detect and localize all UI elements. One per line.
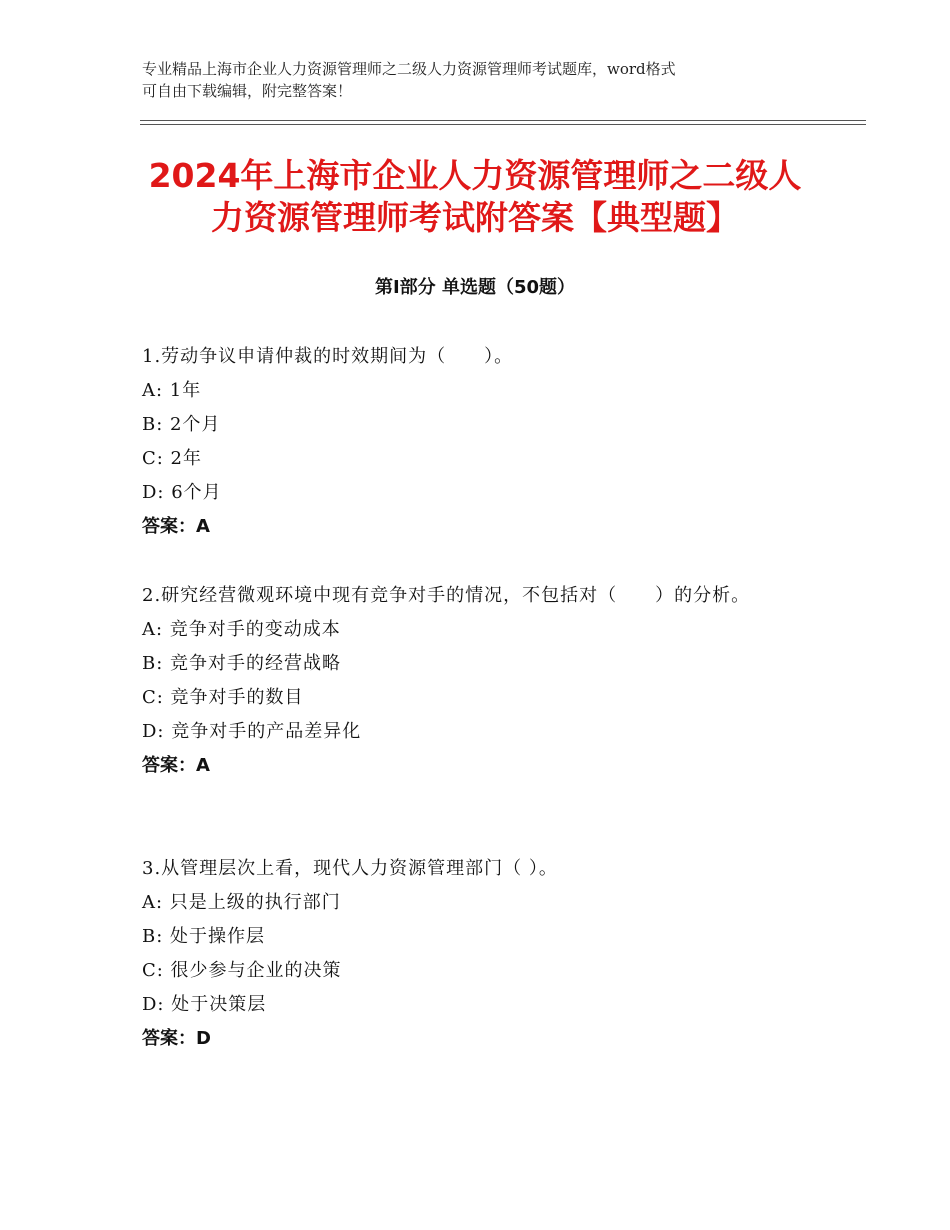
header-divider [140, 120, 866, 121]
header-note-line: 可自由下载编辑，附完整答案！ [142, 82, 353, 100]
option-d: D: 竞争对手的产品差异化 [142, 721, 362, 742]
question-stem: 1.劳动争议申请仲裁的时效期间为（ ）。 [142, 346, 514, 367]
option-d: D: 6个月 [142, 482, 222, 503]
option-c: C: 2年 [142, 448, 203, 469]
question-stem: 2.研究经营微观环境中现有竞争对手的情况，不包括对（ ）的分析。 [142, 585, 751, 606]
option-a: A: 1年 [142, 380, 202, 401]
answer-line: 答案：D [142, 1028, 211, 1049]
option-b: B: 处于操作层 [142, 926, 266, 947]
option-c: C: 竞争对手的数目 [142, 687, 304, 708]
option-c: C: 很少参与企业的决策 [142, 960, 342, 981]
section-heading: 第Ⅰ部分 单选题（50题） [374, 277, 575, 298]
header-divider [140, 124, 866, 125]
title-line: 力资源管理师考试附答案【典型题】 [211, 198, 739, 237]
document-title [100, 155, 850, 239]
question-block [142, 852, 822, 1056]
answer-line: 答案：A [142, 755, 210, 776]
header-note-line: 专业精品上海市企业人力资源管理师之二级人力资源管理师考试题库，word格式 [142, 60, 676, 78]
option-a: A: 竞争对手的变动成本 [142, 619, 341, 640]
option-a: A: 只是上级的执行部门 [142, 892, 341, 913]
question-block [142, 340, 822, 544]
option-b: B: 竞争对手的经营战略 [142, 653, 342, 674]
option-d: D: 处于决策层 [142, 994, 267, 1015]
question-block [142, 579, 802, 783]
answer-line: 答案：A [142, 516, 210, 537]
title-line: 2024年上海市企业人力资源管理师之二级人 [148, 156, 802, 195]
option-b: B: 2个月 [142, 414, 221, 435]
question-stem: 3.从管理层次上看，现代人力资源管理部门（ ）。 [142, 858, 558, 879]
header-note [142, 58, 832, 102]
